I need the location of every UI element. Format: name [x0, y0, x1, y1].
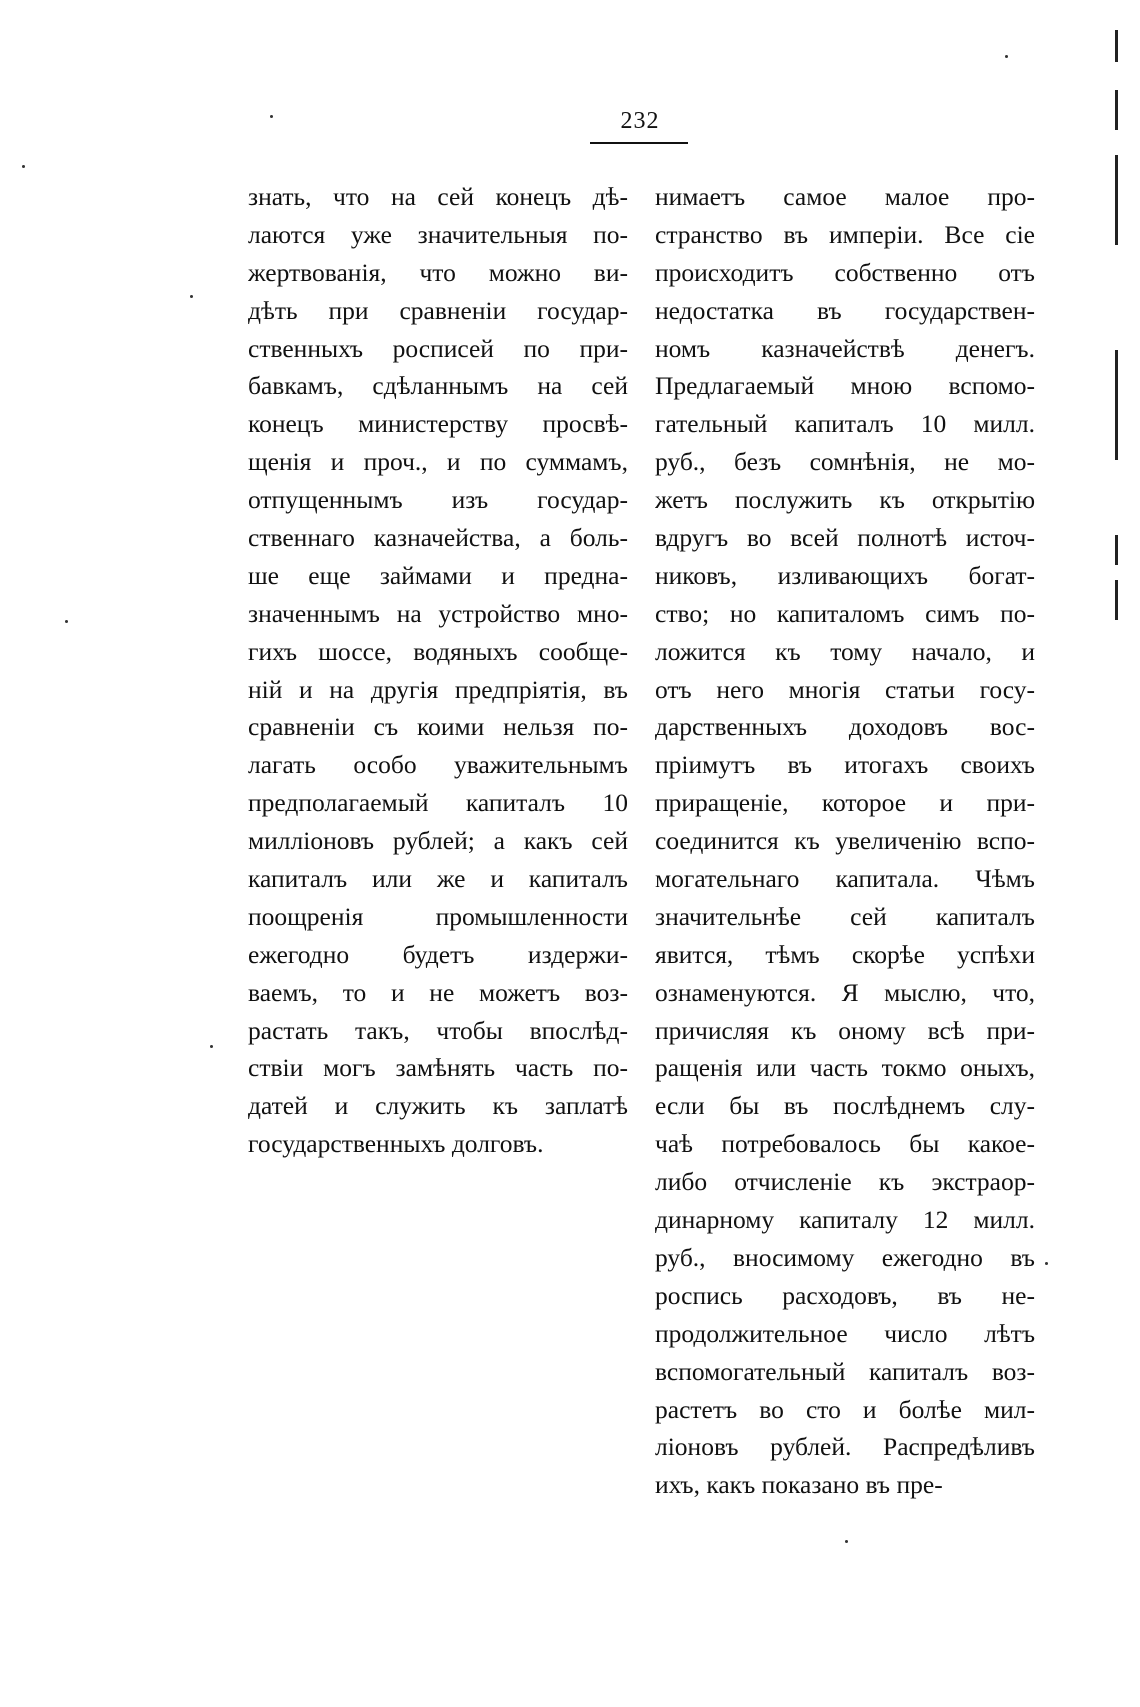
text-line: отъ него многія статьи госу-	[655, 674, 1035, 704]
text-line: ственныхъ росписей по при-	[248, 333, 628, 363]
text-line: ознаменуются. Я мыслю, что,	[655, 977, 1035, 1007]
text-line: поощренія промышленности	[248, 901, 628, 931]
text-line: ихъ, какъ показано въ пре-	[655, 1470, 943, 1500]
text-line: могательнаго капитала. Чѣмъ	[655, 864, 1035, 894]
text-line: ращенія или часть токмо оныхъ,	[655, 1053, 1035, 1083]
text-line: ложится къ тому начало, и	[655, 636, 1035, 666]
scan-edge-mark	[1115, 90, 1118, 130]
scan-edge-mark	[1115, 535, 1118, 565]
text-line: отпущеннымъ изъ государ-	[248, 485, 628, 515]
text-line: лагать особо уважительнымъ	[248, 750, 628, 780]
text-line: сравненіи съ коими нельзя по-	[248, 712, 628, 742]
text-line: предполагаемый капиталъ 10	[248, 788, 628, 818]
text-line: нимаетъ самое малое про-	[655, 182, 1035, 211]
text-line: вспомогательный капиталъ воз-	[655, 1356, 1035, 1386]
dust-speck	[22, 165, 25, 168]
dust-speck	[210, 1045, 213, 1048]
text-line: соединится къ увеличенію вспо-	[655, 826, 1035, 856]
text-line: дарственныхъ доходовъ вос-	[655, 712, 1035, 742]
text-line: происходитъ собственно отъ	[655, 257, 1035, 287]
dust-speck	[1045, 1262, 1048, 1265]
text-line: ліоновъ рублей. Распредѣливъ	[655, 1432, 1035, 1462]
text-line: государственныхъ долговъ.	[248, 1129, 544, 1159]
text-line: роспись расходовъ, въ не-	[655, 1280, 1035, 1310]
dust-speck	[845, 1540, 848, 1543]
text-line: ше еще займами и предна-	[248, 560, 628, 590]
text-line: пріимутъ въ итогахъ своихъ	[655, 750, 1035, 780]
text-line: Предлагаемый мною вспомо-	[655, 371, 1035, 401]
text-line: недостатка въ государствен-	[655, 295, 1035, 325]
text-line: динарному капиталу 12 милл.	[655, 1205, 1035, 1235]
text-line: щенія и проч., и по суммамъ,	[248, 447, 628, 477]
scan-edge-mark	[1115, 580, 1118, 620]
text-line: гательный капиталъ 10 милл.	[655, 409, 1035, 439]
text-line: ственнаго казначейства, а боль-	[248, 523, 628, 553]
text-line: чаѣ потребовалось бы какое-	[655, 1129, 1035, 1159]
text-line: жертвованія, что можно ви-	[248, 257, 628, 287]
text-line: приращеніе, которое и при-	[655, 788, 1035, 818]
text-line: лаются уже значительныя по-	[248, 219, 628, 249]
text-line: значительнѣе сей капиталъ	[655, 901, 1035, 931]
right-text-column	[655, 178, 1035, 1504]
text-line: милліоновъ рублей; а какъ сей	[248, 826, 628, 856]
dust-speck	[1005, 55, 1008, 58]
text-line: руб., вносимому ежегодно въ	[655, 1242, 1035, 1272]
text-line: ежегодно будетъ издержи-	[248, 939, 628, 969]
text-line: продолжительное число лѣтъ	[655, 1318, 1035, 1348]
text-line: ствіи могъ замѣнять часть по-	[248, 1053, 628, 1083]
text-line: явится, тѣмъ скорѣе успѣхи	[655, 939, 1035, 969]
text-line: растетъ во сто и болѣе мил-	[655, 1394, 1035, 1424]
text-line: ваемъ, то и не можетъ воз-	[248, 977, 628, 1007]
text-line: жетъ послужить къ открытію	[655, 485, 1035, 515]
text-line: номъ казначействѣ денегъ.	[655, 333, 1035, 363]
text-line: ній и на другія предпріятія, въ	[248, 674, 628, 704]
text-line: никовъ, изливающихъ богат-	[655, 560, 1035, 590]
text-line: знать, что на сей конецъ дѣ-	[248, 182, 628, 211]
dust-speck	[190, 295, 193, 298]
text-line: если бы въ послѣднемъ слу-	[655, 1091, 1035, 1121]
text-line: капиталъ или же и капиталъ	[248, 864, 628, 894]
scan-edge-mark	[1115, 350, 1118, 460]
scan-edge-mark	[1115, 30, 1118, 62]
left-text-column	[248, 178, 628, 1163]
dust-speck	[270, 115, 273, 118]
text-line: конецъ министерству просвѣ-	[248, 409, 628, 439]
text-line: гихъ шоссе, водяныхъ сообще-	[248, 636, 628, 666]
text-line: бавкамъ, сдѣланнымъ на сей	[248, 371, 628, 401]
scan-edge-mark	[1115, 155, 1118, 245]
text-line: странство въ имперіи. Все сіе	[655, 219, 1035, 249]
text-line: руб., безъ сомнѣнія, не мо-	[655, 447, 1035, 477]
text-line: значеннымъ на устройство мно-	[248, 598, 628, 628]
page-number: 232	[620, 108, 660, 134]
text-line: причисляя къ оному всѣ при-	[655, 1015, 1035, 1045]
text-line: либо отчисленіе къ экстраор-	[655, 1167, 1035, 1197]
text-line: датей и служить къ заплатѣ	[248, 1091, 628, 1121]
page-number-rule	[590, 142, 688, 144]
text-line: растать такъ, чтобы впослѣд-	[248, 1015, 628, 1045]
text-line: вдругъ во всей полнотѣ источ-	[655, 523, 1035, 553]
text-line: ство; но капиталомъ симъ по-	[655, 598, 1035, 628]
text-line: дѣть при сравненіи государ-	[248, 295, 628, 325]
dust-speck	[65, 620, 68, 623]
